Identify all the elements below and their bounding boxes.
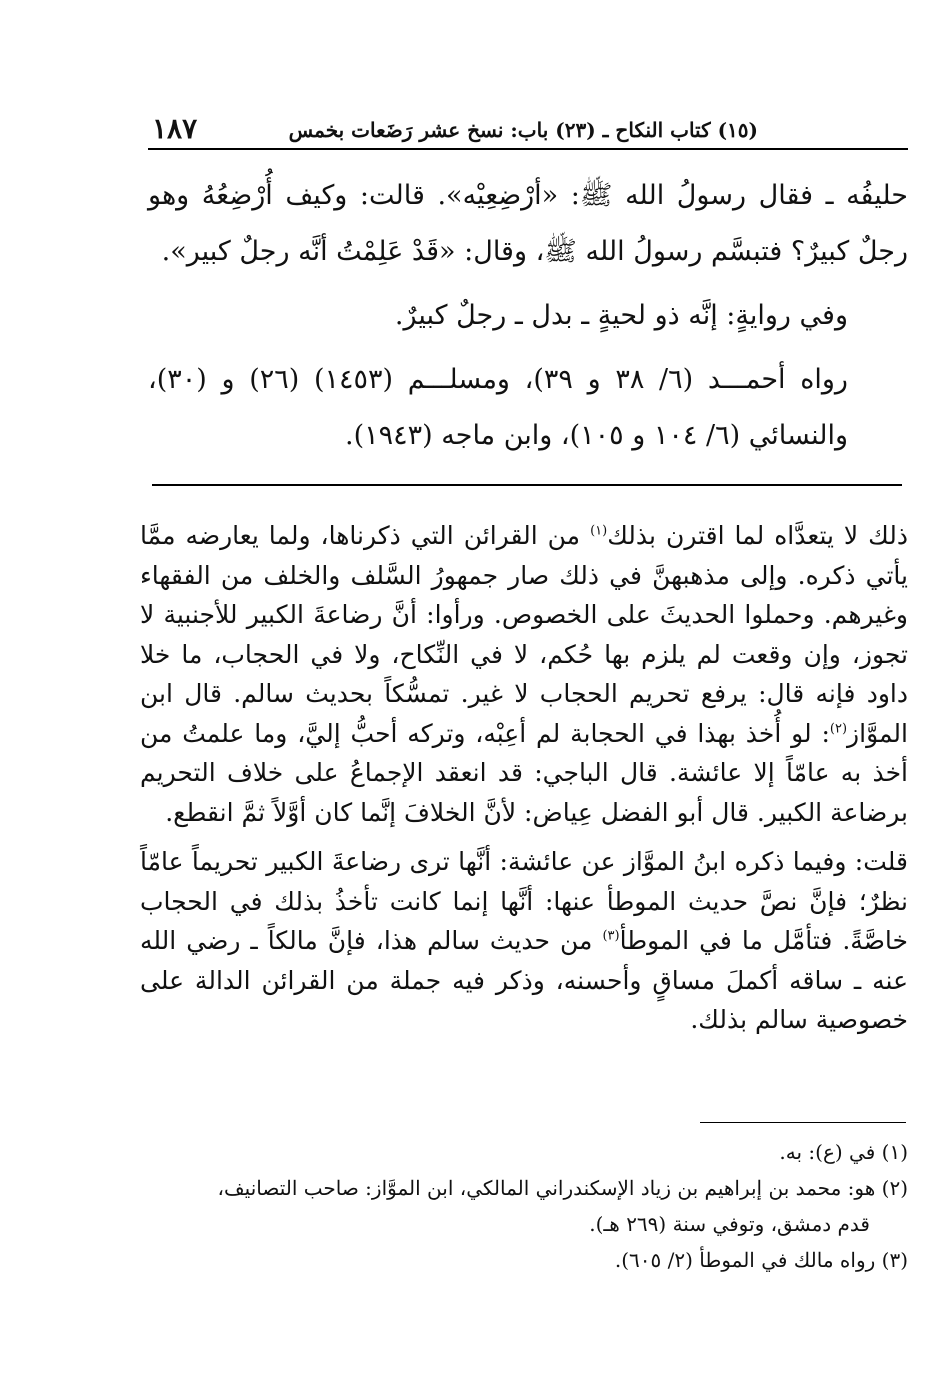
header-title: (١٥) كتاب النكاح ـ (٢٣) باب: نسخ عشر رَضَعات بخمس — [288, 118, 758, 142]
footnote-ref[interactable]: (٢) — [829, 721, 848, 737]
hadith-paragraph: حليفُه ـ فقال رسولُ الله ﷺ: «أرْضِعِيْه». قالت: وكيف أُرْضِعُهُ وهو رجلٌ كبيرٌ؟ فتبسَّم رسولُ الله ﷺ، وقال: «قَدْ عَلِمْتُ أنَّه رجلٌ كبير». — [148, 180, 908, 267]
hadith-text — [148, 168, 908, 464]
variant-paragraph: وفي روايةٍ: إنَّه ذو لحيةٍ ـ بدل ـ رجلٌ كبيرٌ. — [394, 300, 848, 331]
footnote-2-continuation: قدم دمشق، وتوفي سنة (٢٦٩ هـ). — [589, 1212, 870, 1236]
footnote-ref[interactable]: (٣) — [602, 928, 620, 944]
commentary-text — [140, 516, 908, 1040]
text-span: ذلك لا يتعدَّاه لما اقترن بذلك — [607, 521, 908, 550]
text-span: قلت: وفيما ذكره ابنُ الموَّاز عن عائشة: أنَّها ترى رضاعةَ الكبير تحريماً عامّاً نظرٌ؛ فإنَّ نصَّ حديث الموطأ عنها: أنَّها إنما كانت تأخذُ بذلك في الحجاب خاصَّةً. فتأمَّل ما في الموطأ — [140, 847, 908, 955]
text-span: : لو أُخذ بهذا في الحجابة لم أعِبْه، وتركه أحبُّ إليَّ، وما علمتُ من أخذ به عامّاً إلا عائشة. قال الباجي: قد انعقد الإجماعُ على خلاف التحريم برضاعة الكبير. قال أبو الفضل عِياض: لأنَّ الخلافَ إنَّما كان أوَّلاً ثمَّ انقطع. — [140, 718, 908, 827]
text-span: من القرائن التي ذكرناها، ولما يعارضه ممَّا يأتي ذكره. وإلى مذهبهنَّ في ذلك صار جمهورُ السَّلف والخلف من الفقهاء وغيرهم. وحملوا الحديثَ على الخصوص. ورأوا: أنَّ رضاعةَ الكبير للأجنبية لا تجوز، وإن وقعت لم يلزم بها حُكم، لا في النِّكاح، ولا في الحجاب، ما خلا داود فإنه قال: يرفع تحريم الحجاب لا غير. تمسُّكاً بحديث سالم. قال ابن الموَّاز — [140, 521, 908, 748]
running-header — [148, 106, 908, 150]
section-divider — [152, 484, 902, 486]
page-number: ١٨٧ — [152, 112, 198, 145]
footnote-divider — [700, 1122, 906, 1123]
commentary-paragraph — [140, 842, 908, 1040]
text-span: من حديث سالم هذا، فإنَّ مالكاً ـ رضي الله عنه ـ ساقه أكملَ مساقٍ وأحسنه، وذكر فيه جملة من القرائن الدالة على خصوصية سالم بذلك. — [140, 926, 908, 1034]
source-paragraph: رواه أحمـــد (٦/ ٣٨ و ٣٩)، ومسلـــم (١٤٥٣) (٢٦) و (٣٠)، والنسائي (٦/ ١٠٤ و ١٠٥)، وابن ماجه (١٩٤٣). — [148, 364, 848, 451]
commentary-paragraph — [140, 516, 908, 832]
footnote-1: (١) في (ع): به. — [779, 1140, 908, 1164]
footnotes — [140, 1134, 908, 1278]
footnote-ref[interactable]: (١) — [590, 523, 608, 539]
footnote-3: (٣) رواه مالك في الموطأ (٢/ ٦٠٥). — [614, 1248, 908, 1272]
footnote-2: (٢) هو: محمد بن إبراهيم بن زياد الإسكندراني المالكي، ابن الموَّاز: صاحب التصانيف، — [217, 1176, 908, 1200]
